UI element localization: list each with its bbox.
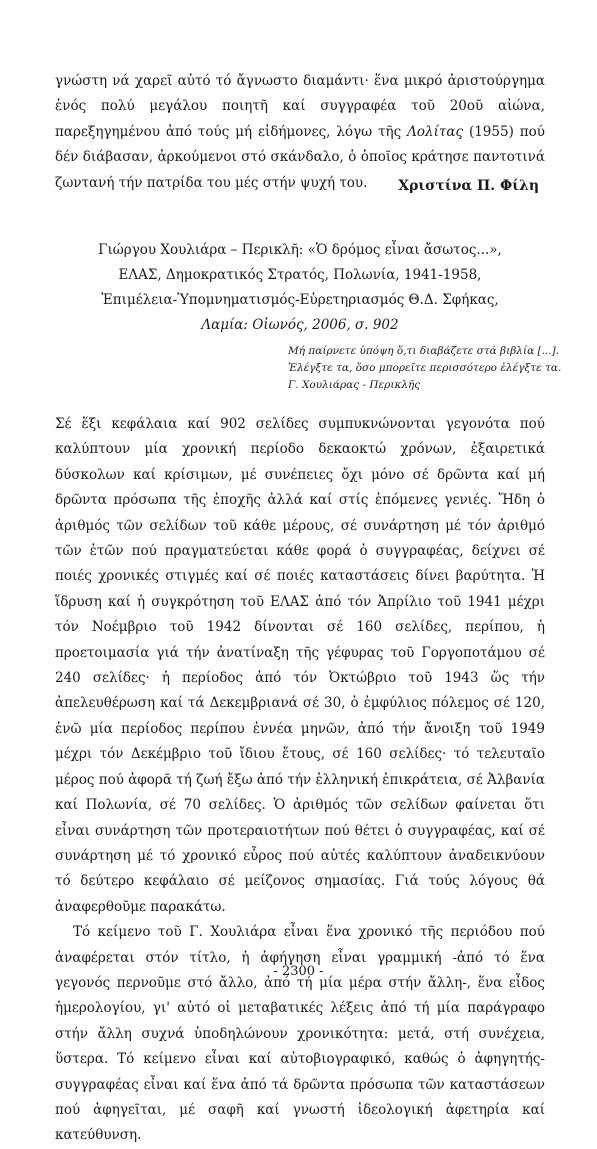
book-title-lolita: Λολίτας (407, 123, 464, 140)
body-paragraph-1: Σέ ἕξι κεφάλαια καί 902 σελίδες συμπυκνώνονται γεγονότα πού καλύπτουν μία χρονική περίοδο δεκαοκτώ χρόνων, ἐξαιρετικά δύσκολων καί κρίσιμων, μέ συνέπειες ὄχι μόνο σέ δρῶντα καί μή δρῶντα πρόσωπα τῆς ἐποχῆς ἀλλά καί στίς ἑπόμενες γενιές. Ἤδη ὁ ἀριθμός τῶν σελίδων τοῦ κάθε μέρους, σέ συνάρτηση μέ τόν ἀριθμό τῶν ἐτῶν πού πραγματεύεται κάθε φορά ὁ συγγραφέας, δείχνει σέ ποιές χρονικές στιγμές καί σέ ποιές καταστάσεις δίνει βαρύτητα. Ἡ ἵδρυση καί ἡ συγκρότηση τοῦ ΕΛΑΣ ἀπό τόν Ἀπρίλιο τοῦ 1941 μέχρι τόν Νοέμβριο τοῦ 1942 δίνονται σέ 160 σελίδες, περίπου, ἡ προετοιμασία γιά τήν ἀνατίναξη τῆς γέφυρας τοῦ Γοργοποτάμου σέ 240 σελίδες· ἡ περίοδος ἀπό τόν Ὀκτώβριο τοῦ 1943 ὥς τήν ἀπελευθέρωση καί τά Δεκεμβριανά σέ 30, ὁ ἐμφύλιος πόλεμος σέ 120, ἐνῶ μία περίοδος περίπου ἐννέα μηνῶν, ἀπό τήν ἄνοιξη τοῦ 1949 μέχρι τόν Δεκέμβριο τοῦ ἴδιου ἔτους, σέ 160 σελίδες· τό τελευταῖο μέρος πού ἀφορᾶ τή ζωή ἔξω ἀπό τήν ἑλληνική ἐπικράτεια, σέ Ἀλβανία καί Πολωνία, σέ 70 σελίδες. Ὁ ἀριθμός τῶν σελίδων φαίνεται ὅτι εἶναι συνάρτηση τῶν προτεραιοτήτων πού θέτει ὁ συγγραφέας, καί σέ συνάρτηση μέ τό χρονικό εὖρος πού αὐτές καλύπτουν ἀναδεικνύουν τό δεύτερο κεφάλαιο σέ μείζονος σημασίας. Γιά τούς λόγους θά ἀναφερθοῦμε παρακάτω. (55, 416, 545, 915)
epigraph-line-1: Μή παίρνετε ὑπόψη ὅ,τι διαβάζετε στά βιβλία [...]. (288, 345, 560, 357)
epigraph-line-2: Ἐλέγξτε τα, ὅσο μπορεῖτε περισσότερο ἐλέγξτε τα. (288, 362, 562, 374)
author-signature: Χριστίνα Π. Φίλη (398, 178, 539, 194)
opening-paragraph-text (55, 69, 545, 196)
epigraph-attribution: Γ. Χουλιάρας - Περικλῆς (288, 379, 421, 391)
citation-line-author-title: Γιώργου Χουλιάρα – Περικλῆ: «Ὁ δρόμος εἶναι ἄσωτος...», (98, 242, 502, 258)
opening-text-end: (1955) πού δέν διάβασαν, ἀρκούμενοι στό σκάνδαλο, ὁ ὁποῖος κράτησε παντοτινά ζωντανή τήν πατρίδα του μές στήν ψυχή του. (55, 123, 545, 191)
page-number: - 2300 - (273, 964, 324, 979)
citation-line-editor: Ἐπιμέλεια-Ὑπομνηματισμός-Εὐρετηριασμός Θ.Δ. Σφήκας, (101, 292, 499, 308)
opening-text-start: γνώστη νά χαρεῖ αὐτό τό ἄγνωστο διαμάντι· ἕνα μικρό ἀριστούργημα ἑνός πολύ μεγάλου ποιητῆ καί συγγραφέα τοῦ 20οῦ αἰώνα, παρεξηγημένου ἀπό τούς μή εἰδήμονες, λόγω τῆς (55, 73, 545, 140)
citation-line-publisher: Λαμία: Οἰωνός, 2006, σ. 902 (201, 317, 399, 333)
opening-paragraph (55, 69, 545, 196)
epigraph (288, 343, 578, 394)
citation-line-subtitle: ΕΛΑΣ, Δημοκρατικός Στρατός, Πολωνία, 1941-1958, (118, 267, 482, 283)
book-citation (80, 238, 520, 338)
body-paragraph-2: Τό κείμενο τοῦ Γ. Χουλιάρα εἶναι ἕνα χρονικό τῆς περιόδου πού ἀναφέρεται στόν τίτλο, ἡ ἀφήγηση εἶναι γραμμική -ἀπό τό ἕνα γεγονός περνοῦμε στό ἄλλο, ἀπό τή μία μέρα στήν ἄλλη-, ἕνα εἶδος ἡμερολογίου, γι' αὐτό οἱ μεταβατικές λέξεις ἀπό τή μία παράγραφο στήν ἄλλη συχνά ὑποδηλώνουν χρονικότητα: μετά, στή συνέχεια, ὕστερα. Τό κείμενο εἶναι καί αὐτοβιογραφικό, καθώς ὁ ἀφηγητής-συγγραφέας εἶναι καί ἕνα ἀπό τά δρῶντα πρόσωπα τῶν καταστάσεων πού ἀφηγεῖται, μέ σαφῆ καί γνωστή ἰδεολογική ἀφετηρία καί κατεύθυνση. (55, 924, 545, 1144)
review-body (55, 412, 545, 1149)
